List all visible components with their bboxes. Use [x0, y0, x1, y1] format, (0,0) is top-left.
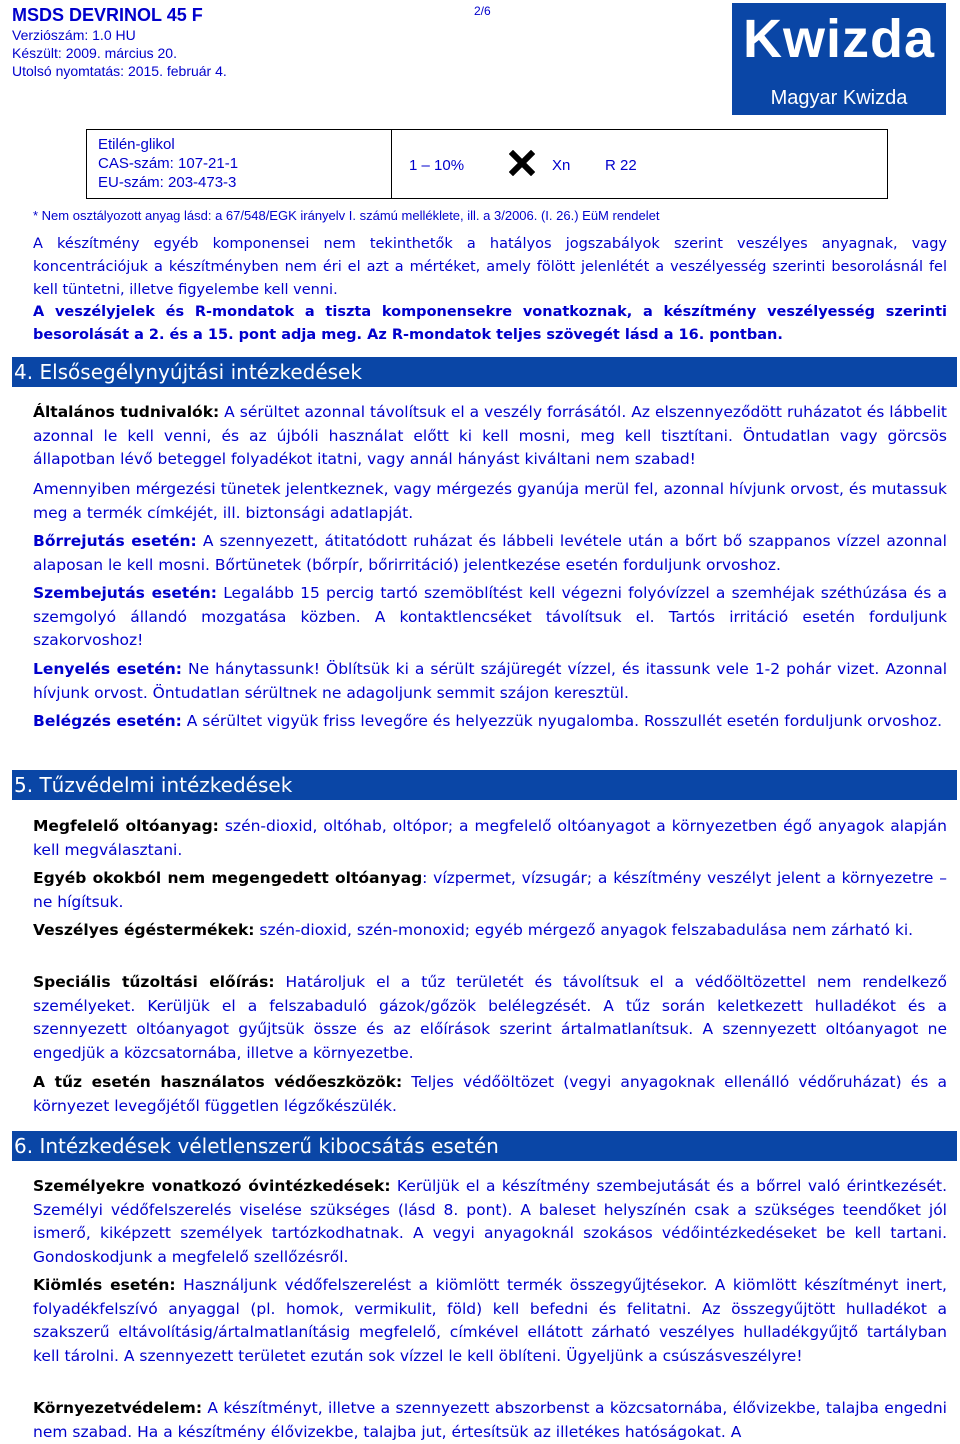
spillage-text: Használjunk védőfelszerelést a kiömlött termék összegyűjtésekor. A kiömlött készítményt inert, folyadékfelszívó anyaggal (pl. homok, vermikulit, föld) kell befedni és felitatni. Az összegyűjtött hulladékot a szakszerű eltávolításig/ártalmatlanításig megfelelő, címkével ellátott zárható veszélyes hulladékgyűjtő tartályban kell tárolni. A szennyezett területet ezután sok vízzel le kell öblíteni. Ügyeljünk a csúszásveszélyre!: [33, 1276, 947, 1365]
general-info-label: Általános tudnivalók:: [33, 403, 220, 421]
skin-contact-paragraph: [33, 530, 947, 577]
substance-cell: [87, 130, 392, 198]
eye-contact-paragraph: [33, 582, 947, 653]
environmental-text: A készítményt, illetve a szennyezett abszorbenst a közcsatornába, élővizekbe, talajba engedni nem szabad. Ha a készítmény élővizekbe, talajba jut, értesítsük az illetékes hatóságokat. A: [33, 1399, 947, 1441]
personal-precautions-paragraph: [33, 1175, 947, 1269]
eye-contact-text: Legalább 15 percig tartó szemöblítést kell végezni folyóvízzel a szemhéjak széthúzása és a szemgolyó állandó mozgatása közben. A kontaktlencséket távolítsuk el. Tartós irritáció esetén forduljunk szakorvoshoz!: [33, 584, 947, 649]
skin-contact-text: A szennyezett, átitatódott ruházat és lábbeli levétele után a bőrt bő szappanos vízzel azonnal alaposan le kell mosni. Bőrtünetek (bőrpír, bőrirritáció) jelentkezése esetén forduljunk orvoshoz.: [33, 532, 947, 574]
logo-brand: Kwizda: [742, 9, 936, 69]
ingestion-paragraph: [33, 658, 947, 705]
section-4-heading: 4. Elsősegélynyújtási intézkedések: [12, 357, 957, 387]
combustion-products-text: szén-dioxid, szén-monoxid; egyéb mérgező anyagok felszabadulása nem zárható ki.: [254, 921, 914, 939]
protective-equipment-label: A tűz esetén használatos védőeszközök:: [33, 1073, 403, 1091]
extinguishing-media-text: szén-dioxid, oltóhab, oltópor; a megfelelő oltóanyagot a környezetben égő anyagok alapján kell megválasztani.: [33, 817, 948, 859]
section-6-heading: 6. Intézkedések véletlenszerű kibocsátás esetén: [12, 1131, 957, 1161]
spillage-paragraph: [33, 1274, 947, 1368]
protective-equipment-text: Teljes védőöltözet (vegyi anyagoknak ellenálló védőruházat) és a környezet levegőjétől független légzőkészülék.: [33, 1073, 948, 1115]
forbidden-media-paragraph: [33, 867, 947, 914]
composition-table: [86, 129, 888, 199]
intro-bold-paragraph: A veszélyjelek és R-mondatok a tiszta komponensekre vonatkoznak, a készítmény veszélyesség szerinti besorolását a 2. és a 15. pont adja meg. Az R-mondatok teljes szövegét lásd a 16. pontban.: [33, 304, 947, 343]
skin-contact-label: Bőrrejutás esetén:: [33, 532, 197, 550]
ingestion-label: Lenyelés esetén:: [33, 660, 182, 678]
footnote: * Nem osztályozott anyag lásd: a 67/548/EGK irányelv I. számú melléklete, ill. a 3/2006. (I. 26.) EüM rendelet: [33, 208, 660, 223]
logo-subtitle: Magyar Kwizda: [770, 87, 908, 109]
combustion-products-label: Veszélyes égéstermékek:: [33, 921, 255, 939]
extinguishing-media-paragraph: [33, 815, 947, 862]
kwizda-logo: [732, 3, 946, 115]
eye-contact-label: Szembejutás esetén:: [33, 584, 217, 602]
inhalation-label: Belégzés esetén:: [33, 712, 182, 730]
inhalation-paragraph: [33, 710, 947, 734]
environmental-label: Környezetvédelem:: [33, 1399, 203, 1417]
ingestion-text: Ne hánytassunk! Öblítsük ki a sérült szájüregét vízzel, és itassunk vele 1-2 pohár vizet. Azonnal hívjunk orvost. Öntudatlan sérültnek ne adagoljunk semmit szájon keresztül.: [33, 660, 948, 702]
created-date: Készült: 2009. március 20.: [12, 45, 177, 61]
combustion-products-paragraph: [33, 919, 947, 943]
extinguishing-media-label: Megfelelő oltóanyag:: [33, 817, 219, 835]
harmful-x-icon: [509, 150, 535, 176]
special-firefighting-paragraph: [33, 971, 947, 1065]
version-label: Verziószám: 1.0 HU: [12, 27, 136, 43]
personal-precautions-text: Kerüljük el a készítmény szembejutását és a bőrrel való érintkezését. Személyi védőfelszerelés viselése szükséges (lásd 8. pont). A baleset helyszínén csak a szükséges teendőket jól ismerő, kiképzett személyek tartózkodhatnak. A vegyi anyagoknál szokásos védőintézkedéseket be kell tartani. Gondoskodjunk a megfelelő szellőzésről.: [33, 1177, 947, 1266]
cas-number: CAS-szám: 107-21-1: [98, 155, 239, 172]
document-title: MSDS DEVRINOL 45 F: [12, 5, 203, 25]
page-number: 2/6: [474, 4, 491, 18]
special-firefighting-label: Speciális tűzoltási előírás:: [33, 973, 275, 991]
environmental-paragraph: [33, 1397, 947, 1444]
concentration: 1 – 10%: [409, 157, 465, 174]
spillage-label: Kiömlés esetén:: [33, 1276, 176, 1294]
general-info-paragraph: [33, 401, 947, 472]
substance-name: Etilén-glikol: [98, 136, 175, 153]
special-firefighting-text: Határoljuk el a tűz területét és távolítsuk el a védőöltözettel nem rendelkező személyeket. Kerüljük el a felszabaduló gázok/gőzök belélegzését. A tűz során keletkezett hulladékot és a szennyezett oltóanyagot gyűjtsük össze és az előírások szerint ártalmatlanítsuk. A szennyezett oltóanyagot ne engedjük a közcsatornába, illetve a környezetbe.: [33, 973, 948, 1062]
printed-date: Utolsó nyomtatás: 2015. február 4.: [12, 63, 227, 79]
intro-paragraph: A készítmény egyéb komponensei nem tekinthetők a hatályos jogszabályok szerint veszélyes anyagnak, vagy koncentrációjuk a készítményben nem éri el azt a mértéket, amely fölött jelenlétét a veszélyesség szerinti besorolásnál fel kell tüntetni, illetve figyelembe kell venni.: [33, 236, 947, 298]
personal-precautions-label: Személyekre vonatkozó óvintézkedések:: [33, 1177, 391, 1195]
inhalation-text: A sérültet vigyük friss levegőre és helyezzük nyugalomba. Rosszullét esetén forduljunk orvoshoz.: [181, 712, 943, 730]
document-header: [12, 4, 712, 80]
protective-equipment-paragraph: [33, 1071, 947, 1118]
general-info-text: A sérültet azonnal távolítsuk el a veszély forrásától. Az elszennyeződött ruházatot és lábbelit azonnal le kell venni, és az újbóli használat előtt ki kell mosni, meg kell tisztítani. Öntudatlan vagy görcsös állapotban lévő beteggel folyadékot itatni, vagy annál hányást kiváltani nem szabad!: [33, 403, 947, 468]
r-phrase: R 22: [605, 157, 637, 174]
eu-number: EU-szám: 203-473-3: [98, 174, 237, 191]
forbidden-media-label: Egyéb okokból nem megengedett oltóanyag: [33, 869, 423, 887]
section-5-heading: 5. Tűzvédelmi intézkedések: [12, 770, 957, 800]
hazard-symbol-code: Xn: [552, 157, 571, 174]
poisoning-paragraph: Amennyiben mérgezési tünetek jelentkeznek, vagy mérgezés gyanúja merül fel, azonnal hívjunk orvost, és mutassuk meg a termék címkéjét, ill. biztonsági adatlapját.: [33, 480, 947, 522]
forbidden-media-text: : vízpermet, vízsugár; a készítmény veszélyt jelent a környezetre – ne hígítsuk.: [33, 869, 947, 911]
